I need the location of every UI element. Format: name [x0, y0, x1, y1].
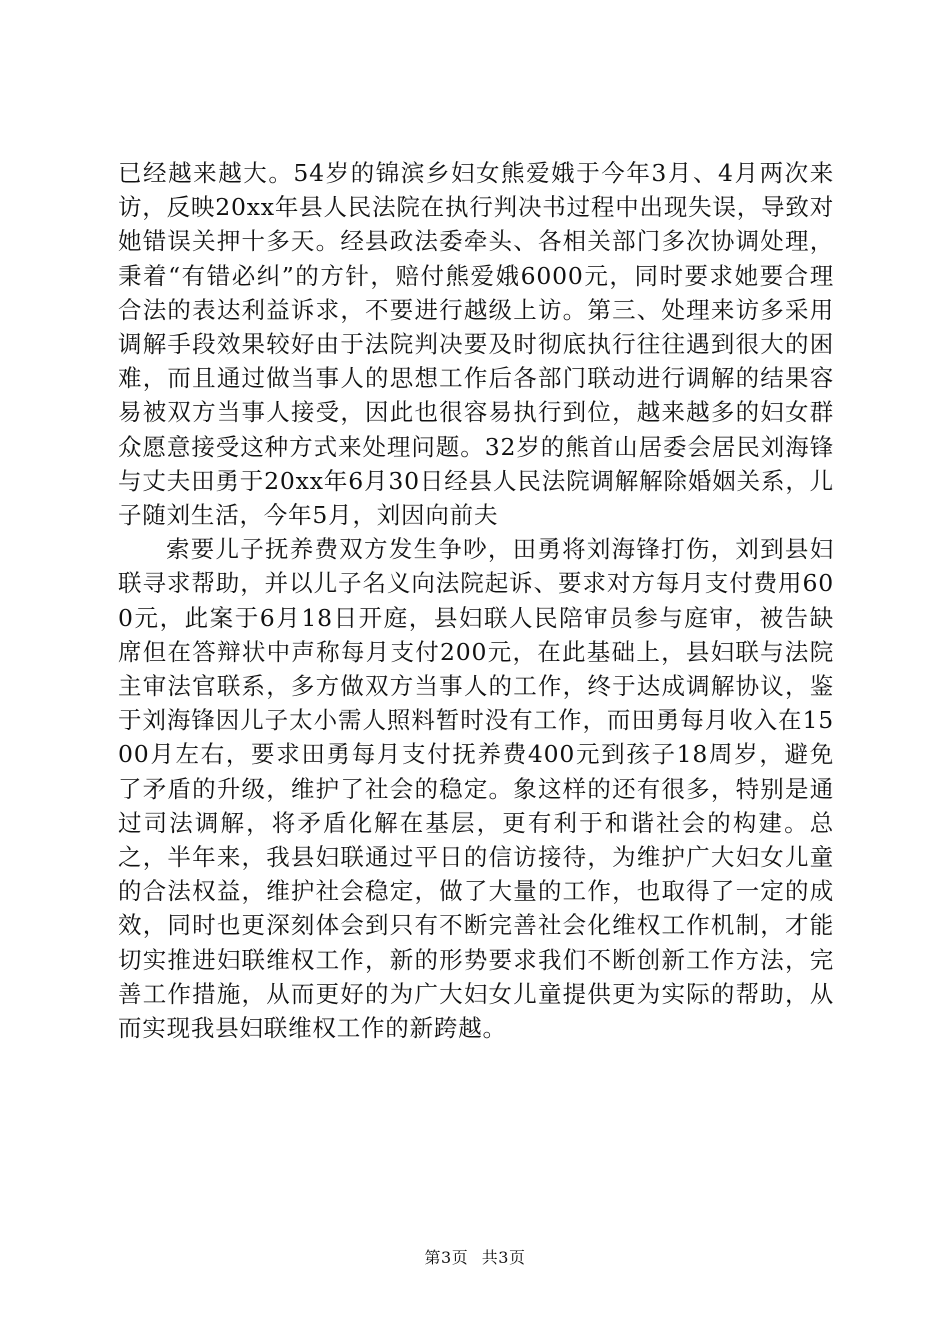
paragraph-2: 索要儿子抚养费双方发生争吵，田勇将刘海锋打伤，刘到县妇联寻求帮助，并以儿子名义向法院起诉、要求对方每月支付费用600元，此案于6月18日开庭，县妇联人民陪审员参与庭审，被告缺席但在答辩状中声称每月支付200元，在此基础上，县妇联与法院主审法官联系，多方做双方当事人的工作，终于达成调解协议，鉴于刘海锋因儿子太小需人照料暂时没有工作，而田勇每月收入在1500月左右，要求田勇每月支付抚养费400元到孩子18周岁，避免了矛盾的升级，维护了社会的稳定。象这样的还有很多，特别是通过司法调解，将矛盾化解在基层，更有利于和谐社会的构建。总之，半年来，我县妇联通过平日的信访接待，为维护广大妇女儿童的合法权益，维护社会稳定，做了大量的工作，也取得了一定的成效，同时也更深刻体会到只有不断完善社会化维权工作机制，才能切实推进妇联维权工作，新的形势要求我们不断创新工作方法，完善工作措施，从而更好的为广大妇女儿童提供更为实际的帮助，从而实现我县妇联维权工作的新跨越。 — [118, 535, 834, 1043]
paragraph-1: 已经越来越大。54岁的锦滨乡妇女熊爱娥于今年3月、4月两次来访，反映20xx年县人民法院在执行判决书过程中出现失误，导致对她错误关押十多天。经县政法委牵头、各相关部门多次协调处理，秉着“有错必纠”的方针，赔付熊爱娥6000元，同时要求她要合理合法的表达利益诉求，不要进行越级上访。第三、处理来访多采用调解手段效果较好由于法院判决要及时彻底执行往往遇到很大的困难，而且通过做当事人的思想工作后各部门联动进行调解的结果容易被双方当事人接受，因此也很容易执行到位，越来越多的妇女群众愿意接受这种方式来处理问题。32岁的熊首山居委会居民刘海锋与丈夫田勇于20xx年6月30日经县人民法院调解解除婚姻关系，儿子随刘生活，今年5月，刘因向前夫 — [118, 159, 834, 530]
page-number-total: 共3页 — [481, 1248, 526, 1267]
page-number-current: 第3页 — [424, 1248, 469, 1267]
page-footer — [0, 1245, 950, 1268]
document-body — [118, 156, 834, 1045]
